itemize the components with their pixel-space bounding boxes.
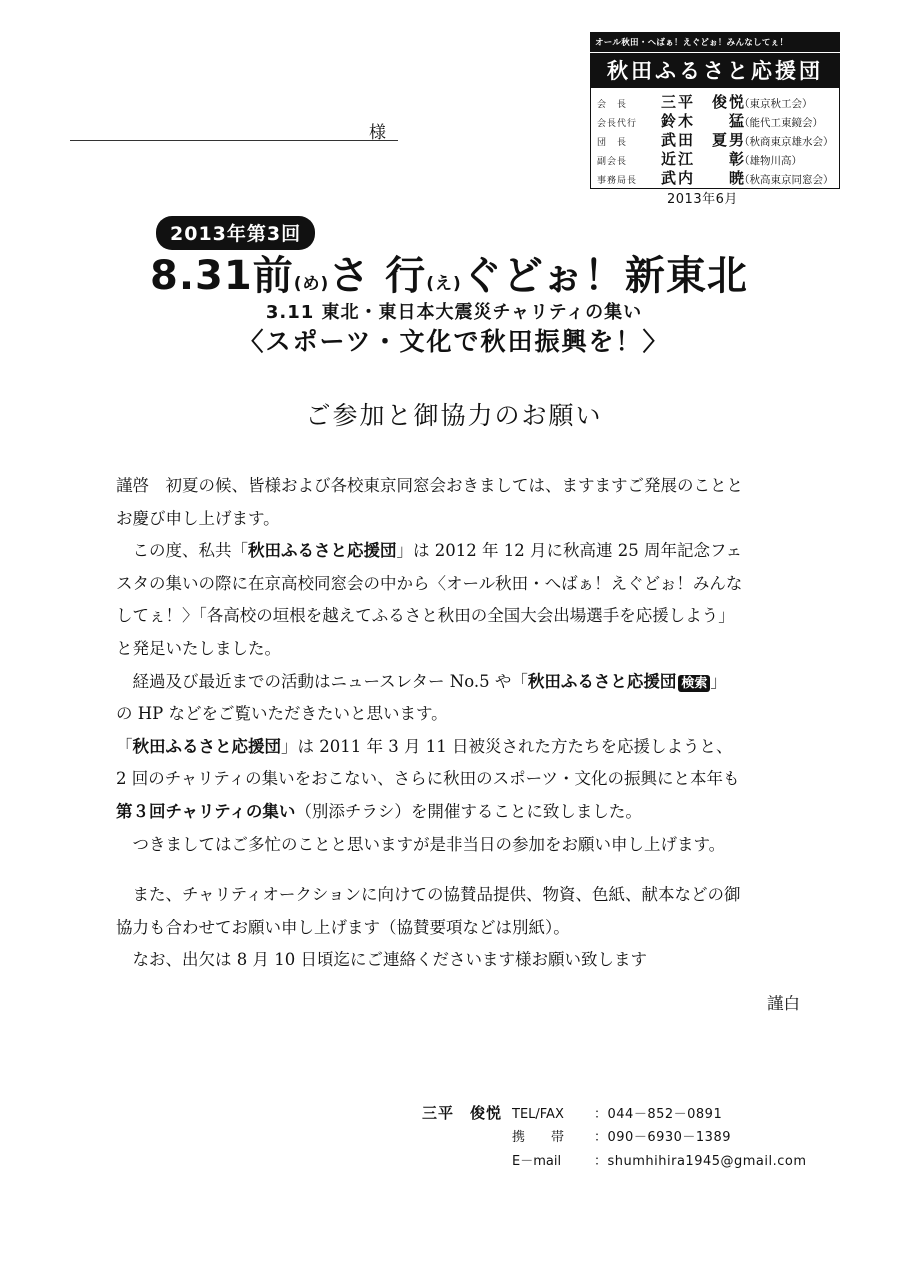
body-line: と発足いたしました。 bbox=[116, 638, 281, 658]
email-label: E－mail bbox=[512, 1154, 562, 1169]
member-affiliation: （秋商東京雄水会） bbox=[739, 136, 834, 148]
body-text: （別添チラシ）を開催することに致しました。 bbox=[295, 801, 642, 821]
event-name-bold: 第３回チャリティの集い bbox=[116, 801, 296, 821]
org-member-row bbox=[591, 129, 839, 148]
body-line: また、チャリティオークションに向けての協賛品提供、物資、色紙、献本などの御 bbox=[132, 885, 741, 905]
search-tag: 検索 bbox=[678, 675, 710, 692]
contact-row bbox=[422, 1102, 807, 1126]
email-value: ：shumhihira1945@gmail.com bbox=[594, 1154, 807, 1169]
member-affiliation: （雄物川高） bbox=[739, 155, 802, 167]
member-role: 事務局長 bbox=[597, 176, 638, 186]
member-name: 三平 俊悦 bbox=[661, 93, 747, 111]
addressee-honorific: 様 bbox=[369, 123, 386, 143]
addressee-line bbox=[70, 118, 398, 141]
document-date: 2013年6月 bbox=[667, 192, 738, 207]
member-role: 副会長 bbox=[597, 157, 628, 167]
org-name-inline: 秋田ふるさと応援団 bbox=[248, 541, 397, 561]
body-text: 」 bbox=[710, 671, 727, 691]
body-line: なお、出欠は 8 月 10 日頃迄にご連絡くださいます様お願い致します bbox=[132, 950, 647, 970]
body-line bbox=[116, 731, 800, 764]
body-line bbox=[116, 666, 800, 699]
member-affiliation: （秋高東京同窓会） bbox=[739, 174, 834, 186]
org-member-row bbox=[591, 110, 839, 129]
body-text: 」は 2011 年 3 月 11 日被災された方たちを応援しようと、 bbox=[281, 736, 733, 756]
member-name: 武内 暁 bbox=[661, 169, 747, 187]
tel-label: TEL/FAX bbox=[512, 1107, 564, 1122]
event-subtitle: 3.11 東北・東日本大震災チャリティの集い bbox=[265, 302, 643, 323]
tel-value: ：044－852－0891 bbox=[594, 1107, 723, 1122]
mobile-label: 携 帯 bbox=[512, 1130, 565, 1145]
contact-block bbox=[422, 1102, 807, 1174]
letter-heading: ご参加と御協力のお願い bbox=[305, 401, 603, 430]
event-title-ruby: (め) bbox=[293, 274, 330, 294]
body-line bbox=[116, 535, 800, 568]
member-affiliation: （能代工東鏡会） bbox=[739, 117, 823, 129]
org-name-inline: 秋田ふるさと応援団 bbox=[527, 671, 677, 691]
org-slogan: オール秋田・へばぁ！えぐどぉ！みんなしてぇ！ bbox=[590, 32, 840, 52]
event-title bbox=[150, 244, 770, 301]
contact-row bbox=[422, 1150, 807, 1174]
letter-body bbox=[116, 470, 800, 977]
body-line: お慶び申し上げます。 bbox=[116, 508, 280, 528]
body-text: 「 bbox=[116, 736, 133, 756]
body-line bbox=[116, 796, 800, 829]
org-name-inline: 秋田ふるさと応援団 bbox=[132, 736, 281, 756]
org-name: 秋田ふるさと応援団 bbox=[590, 52, 840, 88]
event-title-part: ぐどぉ！新東北 bbox=[461, 253, 748, 299]
member-role: 団 長 bbox=[597, 138, 628, 148]
contact-name: 三平 俊悦 bbox=[422, 1104, 503, 1122]
event-title-part: 8.31前 bbox=[150, 253, 294, 299]
member-name: 鈴木 猛 bbox=[661, 112, 747, 130]
event-title-part: さ 行 bbox=[329, 253, 427, 299]
event-title-ruby: (え) bbox=[426, 274, 462, 294]
event-theme: 〈スポーツ・文化で秋田振興を！〉 bbox=[238, 327, 670, 356]
body-line: 2 回のチャリティの集いをおこない、さらに秋田のスポーツ・文化の振興にと本年も bbox=[116, 769, 740, 789]
body-text: 」は 2012 年 12 月に秋高連 25 周年記念フェ bbox=[396, 541, 743, 561]
body-line: 謹啓 初夏の候、皆様および各校東京同窓会おきましては、ますますご発展のことと bbox=[116, 476, 743, 495]
member-name: 近江 彰 bbox=[661, 150, 747, 168]
organization-box bbox=[590, 32, 840, 189]
body-line: の HP などをご覧いただきたいと思います。 bbox=[116, 704, 448, 724]
body-line: スタの集いの際に在京高校同窓会の中から〈オール秋田・へばぁ！えぐどぉ！みんな bbox=[116, 573, 743, 593]
body-line: 協力も合わせてお願い申し上げます（協賛要項などは別紙）。 bbox=[116, 917, 570, 937]
org-member-table bbox=[590, 88, 840, 189]
member-affiliation: （東京秋工会） bbox=[739, 98, 813, 110]
closing-word: 謹白 bbox=[767, 994, 800, 1013]
member-role: 会 長 bbox=[597, 100, 628, 110]
body-line: つきましてはご多忙のことと思いますが是非当日の参加をお願い申し上げます。 bbox=[132, 834, 726, 854]
contact-row bbox=[422, 1126, 807, 1150]
member-name: 武田 夏男 bbox=[661, 131, 747, 149]
body-text: 経過及び最近までの活動はニュースレター No.5 や「 bbox=[132, 671, 528, 691]
member-role: 会長代行 bbox=[597, 119, 638, 129]
event-edition-badge: 2013年第3回 bbox=[156, 216, 315, 250]
org-member-row bbox=[591, 167, 839, 186]
body-line: してぇ！〉「各高校の垣根を越えてふるさと秋田の全国大会出場選手を応援しよう」 bbox=[116, 606, 735, 626]
org-member-row bbox=[591, 91, 839, 110]
mobile-value: ：090－6930－1389 bbox=[594, 1130, 731, 1145]
org-member-row bbox=[591, 148, 839, 167]
body-text: この度、私共「 bbox=[132, 541, 248, 561]
